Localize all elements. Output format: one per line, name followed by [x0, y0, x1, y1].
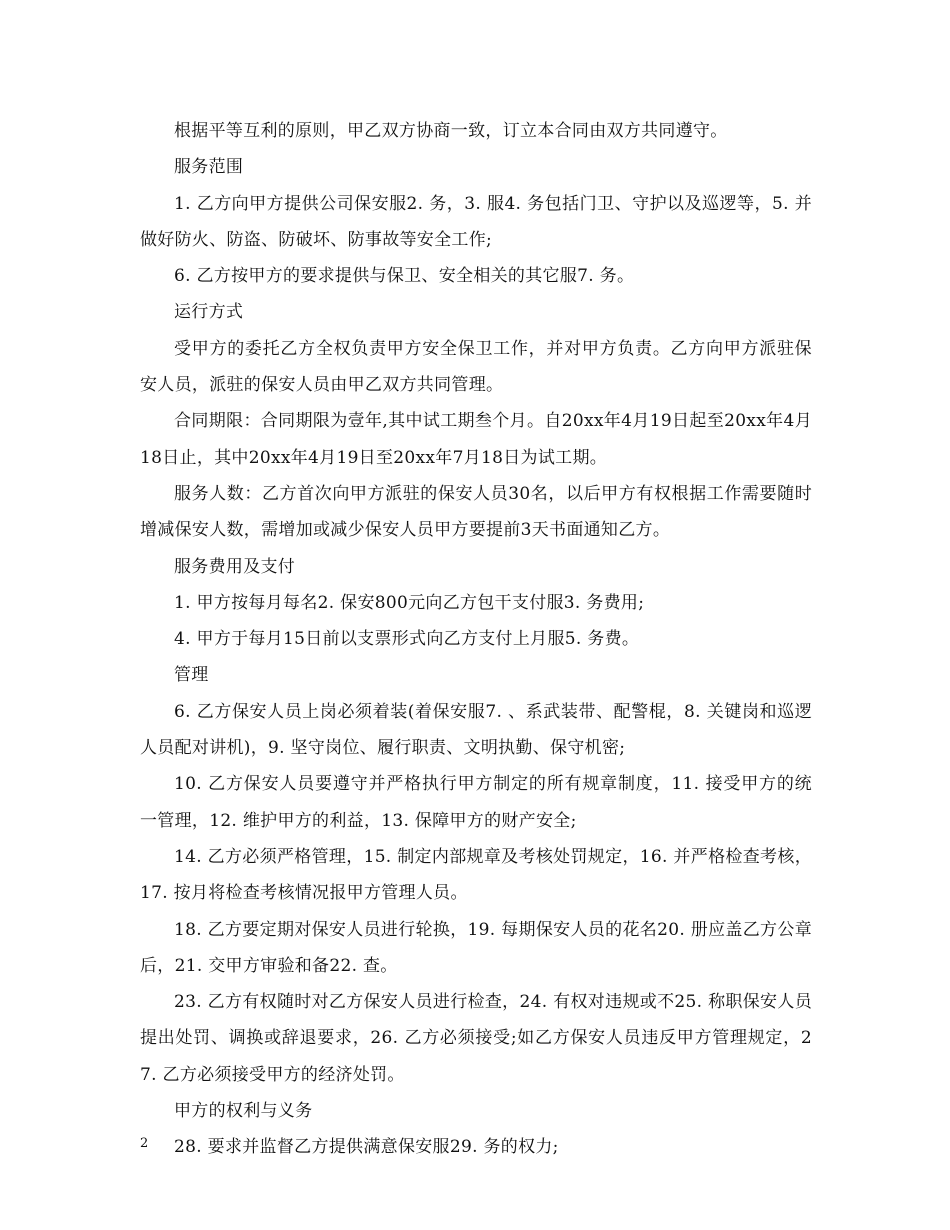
paragraph-management-18: 18. 乙方要定期对保安人员进行轮换，19. 每期保安人员的花名20. 册应盖乙方公章后，21. 交甲方审验和备22. 查。: [140, 919, 812, 976]
heading-operation-mode: 运行方式: [174, 302, 244, 323]
paragraph-management-6: 6. 乙方保安人员上岗必须着装(着保安服7. 、系武装带、配警棍，8. 关键岗和巡逻人员配对讲机)，9. 坚守岗位、履行职责、文明执勤、保守机密;: [140, 701, 812, 759]
heading-party-a-rights: 甲方的权利与义务: [174, 1101, 313, 1122]
paragraph-management-14: 14. 乙方必须严格管理，15. 制定内部规章及考核处罚规定，16. 并严格检查考核，17. 按月将检查考核情况报甲方管理人员。: [140, 846, 812, 904]
paragraph-service-headcount: 服务人数：乙方首次向甲方派驻的保安人员30名，以后甲方有权根据工作需要随时增减保安人数，需增加或减少保安人员甲方要提前3天书面通知乙方。: [140, 483, 812, 541]
paragraph-intro: 根据平等互利的原则，甲乙双方协商一致，订立本合同由双方共同遵守。: [174, 121, 728, 141]
paragraph-fees-1: 1. 甲方按每月每名2. 保安800元向乙方包干支付服3. 务费用;: [174, 592, 645, 613]
heading-fees-payment: 服务费用及支付: [174, 556, 296, 577]
paragraph-service-1: 1. 乙方向甲方提供公司保安服2. 务，3. 服4. 务包括门卫、守护以及巡逻等，5. 并做好防火、防盗、防破坏、防事故等安全工作;: [140, 193, 812, 250]
paragraph-service-6: 6. 乙方按甲方的要求提供与保卫、安全相关的其它服7. 务。: [174, 266, 635, 287]
paragraph-contract-term: 合同期限：合同期限为壹年,其中试工期叁个月。自20xx年4月19日起至20xx年4月18日止，其中20xx年4月19日至20xx年7月18日为试工期。: [140, 411, 812, 468]
paragraph-rights-28: 28. 要求并监督乙方提供满意保安服29. 务的权力;: [174, 1137, 559, 1158]
paragraph-management-23: 23. 乙方有权随时对乙方保安人员进行检查，24. 有权对违规或不25. 称职保安人员提出处罚、调换或辞退要求，26. 乙方必须接受;如乙方保安人员违反甲方管理规定，27. 乙方必须接受甲方的经济处罚。: [140, 992, 812, 1085]
paragraph-operation: 受甲方的委托乙方全权负责甲方安全保卫工作，并对甲方负责。乙方向甲方派驻保安人员，派驻的保安人员由甲乙双方共同管理。: [140, 338, 812, 396]
paragraph-fees-4: 4. 甲方于每月15日前以支票形式向乙方支付上月服5. 务费。: [174, 629, 640, 650]
document-body: [140, 113, 812, 1166]
heading-service-scope: 服务范围: [174, 157, 244, 178]
heading-management: 管理: [174, 665, 209, 686]
paragraph-management-10: 10. 乙方保安人员要遵守并严格执行甲方制定的所有规章制度，11. 接受甲方的统一管理，12. 维护甲方的利益，13. 保障甲方的财产安全;: [140, 774, 812, 831]
page-number: 2: [140, 1136, 149, 1151]
